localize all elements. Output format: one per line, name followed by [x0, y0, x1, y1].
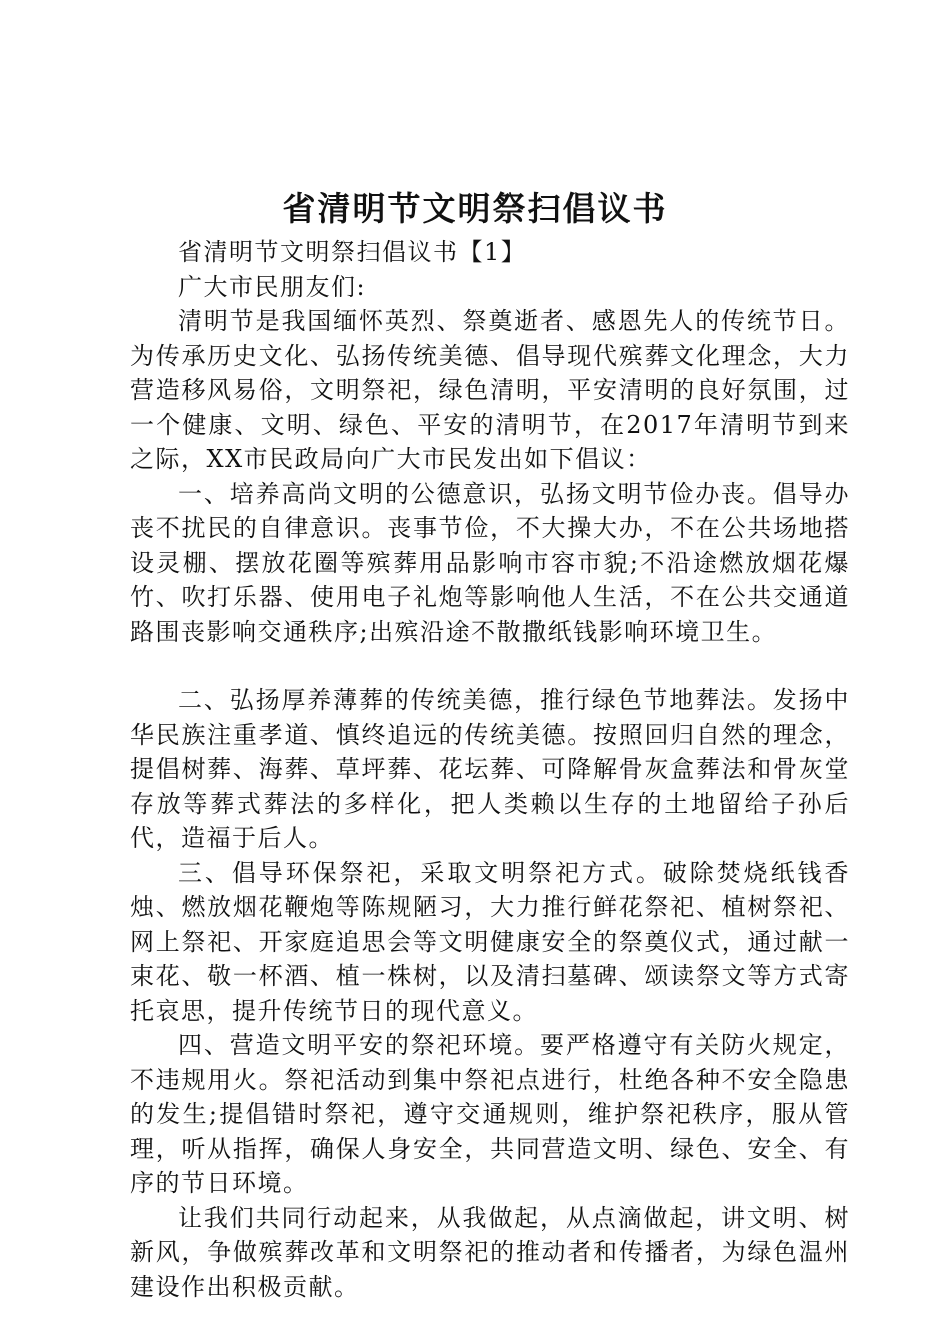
document-title: 省清明节文明祭扫倡议书: [282, 189, 668, 228]
paragraph-item-1: 一、培养高尚文明的公德意识，弘扬文明节俭办丧。倡导办丧不扰民的自律意识。丧事节俭，不大操大办，不在公共场地搭设灵棚、摆放花圈等殡葬用品影响市容市貌;不沿途燃放烟花爆竹、吹打乐器、使用电子礼炮等影响他人生活，不在公共交通道路围丧影响交通秩序;出殡沿途不散撒纸钱影响环境卫生。: [130, 479, 850, 646]
paragraph-item-3: 三、倡导环保祭祀，采取文明祭祀方式。破除焚烧纸钱香烛、燃放烟花鞭炮等陈规陋习，大力推行鲜花祭祀、植树祭祀、网上祭祀、开家庭追思会等文明健康安全的祭奠仪式，通过献一束花、敬一杯酒、植一株树，以及清扫墓碑、颂读祭文等方式寄托哀思，提升传统节日的现代意义。: [130, 858, 850, 1025]
paragraph-item-2: 二、弘扬厚养薄葬的传统美德，推行绿色节地葬法。发扬中华民族注重孝道、慎终追远的传统美德。按照回归自然的理念，提倡树葬、海葬、草坪葬、花坛葬、可降解骨灰盒葬法和骨灰堂存放等葬式葬法的多样化，把人类赖以生存的土地留给子孙后代，造福于后人。: [130, 686, 850, 852]
document-body: [130, 235, 850, 1304]
paragraph-item-4: 四、营造文明平安的祭祀环境。要严格遵守有关防火规定，不违规用火。祭祀活动到集中祭祀点进行，杜绝各种不安全隐患的发生;提倡错时祭祀，遵守交通规则，维护祭祀秩序，服从管理，听从指挥，确保人身安全，共同营造文明、绿色、安全、有序的节日环境。: [130, 1031, 850, 1197]
document-subtitle: 省清明节文明祭扫倡议书【1】: [178, 238, 527, 266]
paragraph-closing: 让我们共同行动起来，从我做起，从点滴做起，讲文明、树新风，争做殡葬改革和文明祭祀的推动者和传播者，为绿色温州建设作出积极贡献。: [130, 1203, 850, 1301]
salutation: 广大市民朋友们:: [178, 272, 367, 301]
paragraph-intro: 清明节是我国缅怀英烈、祭奠逝者、感恩先人的传统节日。为传承历史文化、弘扬传统美德、倡导现代殡葬文化理念，大力营造移风易俗，文明祭祀，绿色清明，平安清明的良好氛围，过一个健康、文明、绿色、平安的清明节，在2017年清明节到来之际，XX市民政局向广大市民发出如下倡议：: [130, 307, 850, 473]
